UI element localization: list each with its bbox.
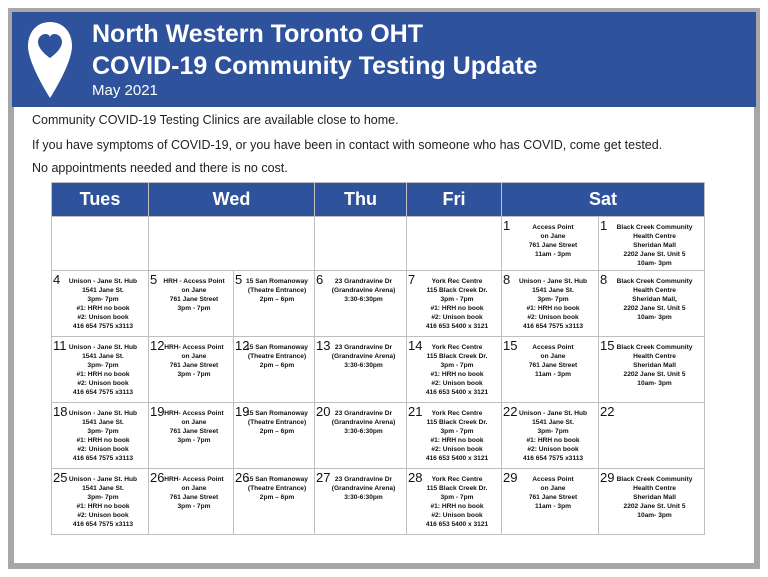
day-number: 26 bbox=[150, 470, 165, 485]
day-number: 5 bbox=[235, 272, 243, 287]
calendar-cell bbox=[502, 469, 599, 535]
clinic-info: York Rec Centre 115 Black Creek Dr. 3pm - 7pm #1: HRH no book #2: Unison book 416 653 5400 x 3121 bbox=[425, 476, 489, 528]
calendar-cell bbox=[407, 337, 502, 403]
day-header-fri: Fri bbox=[407, 183, 502, 217]
calendar-cell bbox=[149, 469, 234, 535]
day-number: 19 bbox=[235, 404, 250, 419]
calendar-cell bbox=[234, 337, 315, 403]
day-number: 4 bbox=[53, 272, 61, 287]
clinic-info bbox=[52, 217, 148, 224]
calendar-cell bbox=[407, 271, 502, 337]
calendar-week-row bbox=[52, 469, 705, 535]
clinic-info: 23 Grandravine Dr (Grandravine Arena) 3:30-6:30pm bbox=[331, 344, 396, 369]
clinic-info: 23 Grandravine Dr (Grandravine Arena) 3:30-6:30pm bbox=[331, 410, 396, 435]
calendar-cell bbox=[502, 403, 599, 469]
day-number: 26 bbox=[235, 470, 250, 485]
calendar-week-row bbox=[52, 271, 705, 337]
calendar-cell bbox=[149, 271, 234, 337]
clinic-info: Access Point on Jane 761 Jane Street 11am - 3pm bbox=[528, 224, 578, 258]
calendar-cell bbox=[599, 271, 705, 337]
intro-line-2: If you have symptoms of COVID-19, or you have been in contact with someone who has COVID, come get tested. bbox=[32, 138, 663, 152]
calendar-cell bbox=[52, 271, 149, 337]
testing-calendar bbox=[51, 182, 705, 535]
clinic-info: Access Point on Jane 761 Jane Street 11am - 3pm bbox=[528, 344, 578, 378]
day-header-tues: Tues bbox=[52, 183, 149, 217]
day-number: 1 bbox=[600, 218, 608, 233]
calendar-cell bbox=[502, 217, 599, 271]
calendar-cell bbox=[52, 337, 149, 403]
header-title-line2: COVID-19 Community Testing Update bbox=[92, 52, 538, 80]
day-number: 15 bbox=[600, 338, 615, 353]
clinic-info: 23 Grandravine Dr (Grandravine Arena) 3:30-6:30pm bbox=[331, 278, 396, 303]
clinic-info: Unison - Jane St. Hub 1541 Jane St. 3pm- 7pm #1: HRH no book #2: Unison book 416 654 7575 x3113 bbox=[68, 344, 138, 396]
day-header-thu: Thu bbox=[315, 183, 407, 217]
clinic-info: HRH- Access Point on Jane 761 Jane Street 3pm - 7pm bbox=[164, 410, 224, 444]
clinic-info: Unison - Jane St. Hub 1541 Jane St. 3pm- 7pm #1: HRH no book #2: Unison book 416 654 7575 x3113 bbox=[68, 410, 138, 462]
calendar-cell bbox=[149, 403, 234, 469]
clinic-info: HRH- Access Point on Jane 761 Jane Street 3pm - 7pm bbox=[164, 344, 224, 378]
clinic-info bbox=[315, 217, 406, 224]
calendar-cell bbox=[315, 217, 407, 271]
calendar-cell bbox=[407, 217, 502, 271]
day-number: 27 bbox=[316, 470, 331, 485]
calendar-cell bbox=[315, 271, 407, 337]
calendar-cell bbox=[599, 403, 705, 469]
clinic-info: York Rec Centre 115 Black Creek Dr. 3pm - 7pm #1: HRH no book #2: Unison book 416 653 5400 x 3121 bbox=[425, 344, 489, 396]
day-number: 15 bbox=[503, 338, 518, 353]
calendar-week-row bbox=[52, 337, 705, 403]
calendar-cell bbox=[52, 403, 149, 469]
day-number: 12 bbox=[235, 338, 250, 353]
clinic-info: 15 San Romanoway (Theatre Entrance) 2pm – 6pm bbox=[246, 476, 308, 501]
clinic-info bbox=[407, 217, 501, 224]
calendar-cell bbox=[407, 403, 502, 469]
header-banner bbox=[12, 12, 756, 107]
calendar-cell bbox=[234, 271, 315, 337]
day-number: 1 bbox=[503, 218, 511, 233]
day-number: 19 bbox=[150, 404, 165, 419]
clinic-info: 15 San Romanoway (Theatre Entrance) 2pm – 6pm bbox=[246, 278, 308, 303]
day-number: 18 bbox=[53, 404, 68, 419]
clinic-info: HRH- Access Point on Jane 761 Jane Street 3pm - 7pm bbox=[164, 476, 224, 510]
location-heart-pin-icon bbox=[26, 20, 74, 102]
calendar-week-row bbox=[52, 217, 705, 271]
day-number: 14 bbox=[408, 338, 423, 353]
day-number: 28 bbox=[408, 470, 423, 485]
clinic-info: Unison - Jane St. Hub 1541 Jane St. 3pm- 7pm #1: HRH no book #2: Unison book 416 654 7575 x3113 bbox=[68, 278, 138, 330]
day-header-wed: Wed bbox=[149, 183, 315, 217]
day-number: 8 bbox=[503, 272, 511, 287]
day-number: 21 bbox=[408, 404, 423, 419]
clinic-info bbox=[149, 217, 314, 224]
calendar-cell bbox=[599, 217, 705, 271]
day-number: 20 bbox=[316, 404, 331, 419]
calendar-cell bbox=[502, 337, 599, 403]
day-header-sat: Sat bbox=[502, 183, 705, 217]
header-title-line1: North Western Toronto OHT bbox=[92, 20, 423, 48]
day-number: 22 bbox=[503, 404, 518, 419]
day-number: 8 bbox=[600, 272, 608, 287]
calendar-cell bbox=[234, 403, 315, 469]
clinic-info: 23 Grandravine Dr (Grandravine Arena) 3:30-6:30pm bbox=[331, 476, 396, 501]
calendar-cell bbox=[502, 271, 599, 337]
day-number: 25 bbox=[53, 470, 68, 485]
intro-line-1: Community COVID-19 Testing Clinics are available close to home. bbox=[32, 113, 399, 127]
calendar-header-row bbox=[52, 183, 705, 217]
calendar-cell bbox=[599, 337, 705, 403]
intro-line-3: No appointments needed and there is no cost. bbox=[32, 161, 288, 175]
calendar-cell bbox=[407, 469, 502, 535]
calendar-cell bbox=[315, 337, 407, 403]
calendar-cell bbox=[599, 469, 705, 535]
day-number: 13 bbox=[316, 338, 331, 353]
day-number: 29 bbox=[600, 470, 615, 485]
calendar-cell bbox=[315, 469, 407, 535]
day-number: 5 bbox=[150, 272, 158, 287]
calendar-cell bbox=[149, 217, 315, 271]
clinic-info: Black Creek Community Health Centre Sheridan Mall, 2202 Jane St. Unit 5 10am- 3pm bbox=[616, 278, 693, 321]
day-number: 11 bbox=[53, 338, 67, 353]
clinic-info bbox=[599, 403, 704, 410]
clinic-info: Black Creek Community Health Centre Sheridan Mall 2202 Jane St. Unit 5 10am- 3pm bbox=[616, 224, 693, 267]
calendar-cell bbox=[234, 469, 315, 535]
calendar-cell bbox=[52, 217, 149, 271]
day-number: 6 bbox=[316, 272, 324, 287]
clinic-info: Black Creek Community Health Centre Sheridan Mall 2202 Jane St. Unit 5 10am- 3pm bbox=[616, 344, 693, 387]
calendar-cell bbox=[315, 403, 407, 469]
header-subtitle: May 2021 bbox=[92, 82, 158, 99]
clinic-info: 15 San Romanoway (Theatre Entrance) 2pm – 6pm bbox=[246, 344, 308, 369]
clinic-info: Unison - Jane St. Hub 1541 Jane St. 3pm- 7pm #1: HRH no book #2: Unison book 416 654 7575 x3113 bbox=[68, 476, 138, 528]
clinic-info: Black Creek Community Health Centre Sheridan Mall 2202 Jane St. Unit 5 10am- 3pm bbox=[616, 476, 693, 519]
day-number: 7 bbox=[408, 272, 416, 287]
clinic-info: 15 San Romanoway (Theatre Entrance) 2pm – 6pm bbox=[246, 410, 308, 435]
calendar-week-row bbox=[52, 403, 705, 469]
day-number: 12 bbox=[150, 338, 165, 353]
calendar-cell bbox=[52, 469, 149, 535]
clinic-info: York Rec Centre 115 Black Creek Dr. 3pm - 7pm #1: HRH no book #2: Unison book 416 653 5400 x 3121 bbox=[425, 278, 489, 330]
clinic-info: Unison - Jane St. Hub 1541 Jane St. 3pm- 7pm #1: HRH no book #2: Unison book 416 654 7575 x3113 bbox=[518, 278, 588, 330]
clinic-info: HRH - Access Point on Jane 761 Jane Street 3pm - 7pm bbox=[163, 278, 225, 312]
day-number: 22 bbox=[600, 404, 615, 419]
clinic-info: York Rec Centre 115 Black Creek Dr. 3pm - 7pm #1: HRH no book #2: Unison book 416 653 5400 x 3121 bbox=[425, 410, 489, 462]
calendar-cell bbox=[149, 337, 234, 403]
day-number: 29 bbox=[503, 470, 518, 485]
clinic-info: Access Point on Jane 761 Jane Street 11am - 3pm bbox=[528, 476, 578, 510]
clinic-info: Unison - Jane St. Hub 1541 Jane St. 3pm- 7pm #1: HRH no book #2: Unison book 416 654 7575 x3113 bbox=[518, 410, 588, 462]
